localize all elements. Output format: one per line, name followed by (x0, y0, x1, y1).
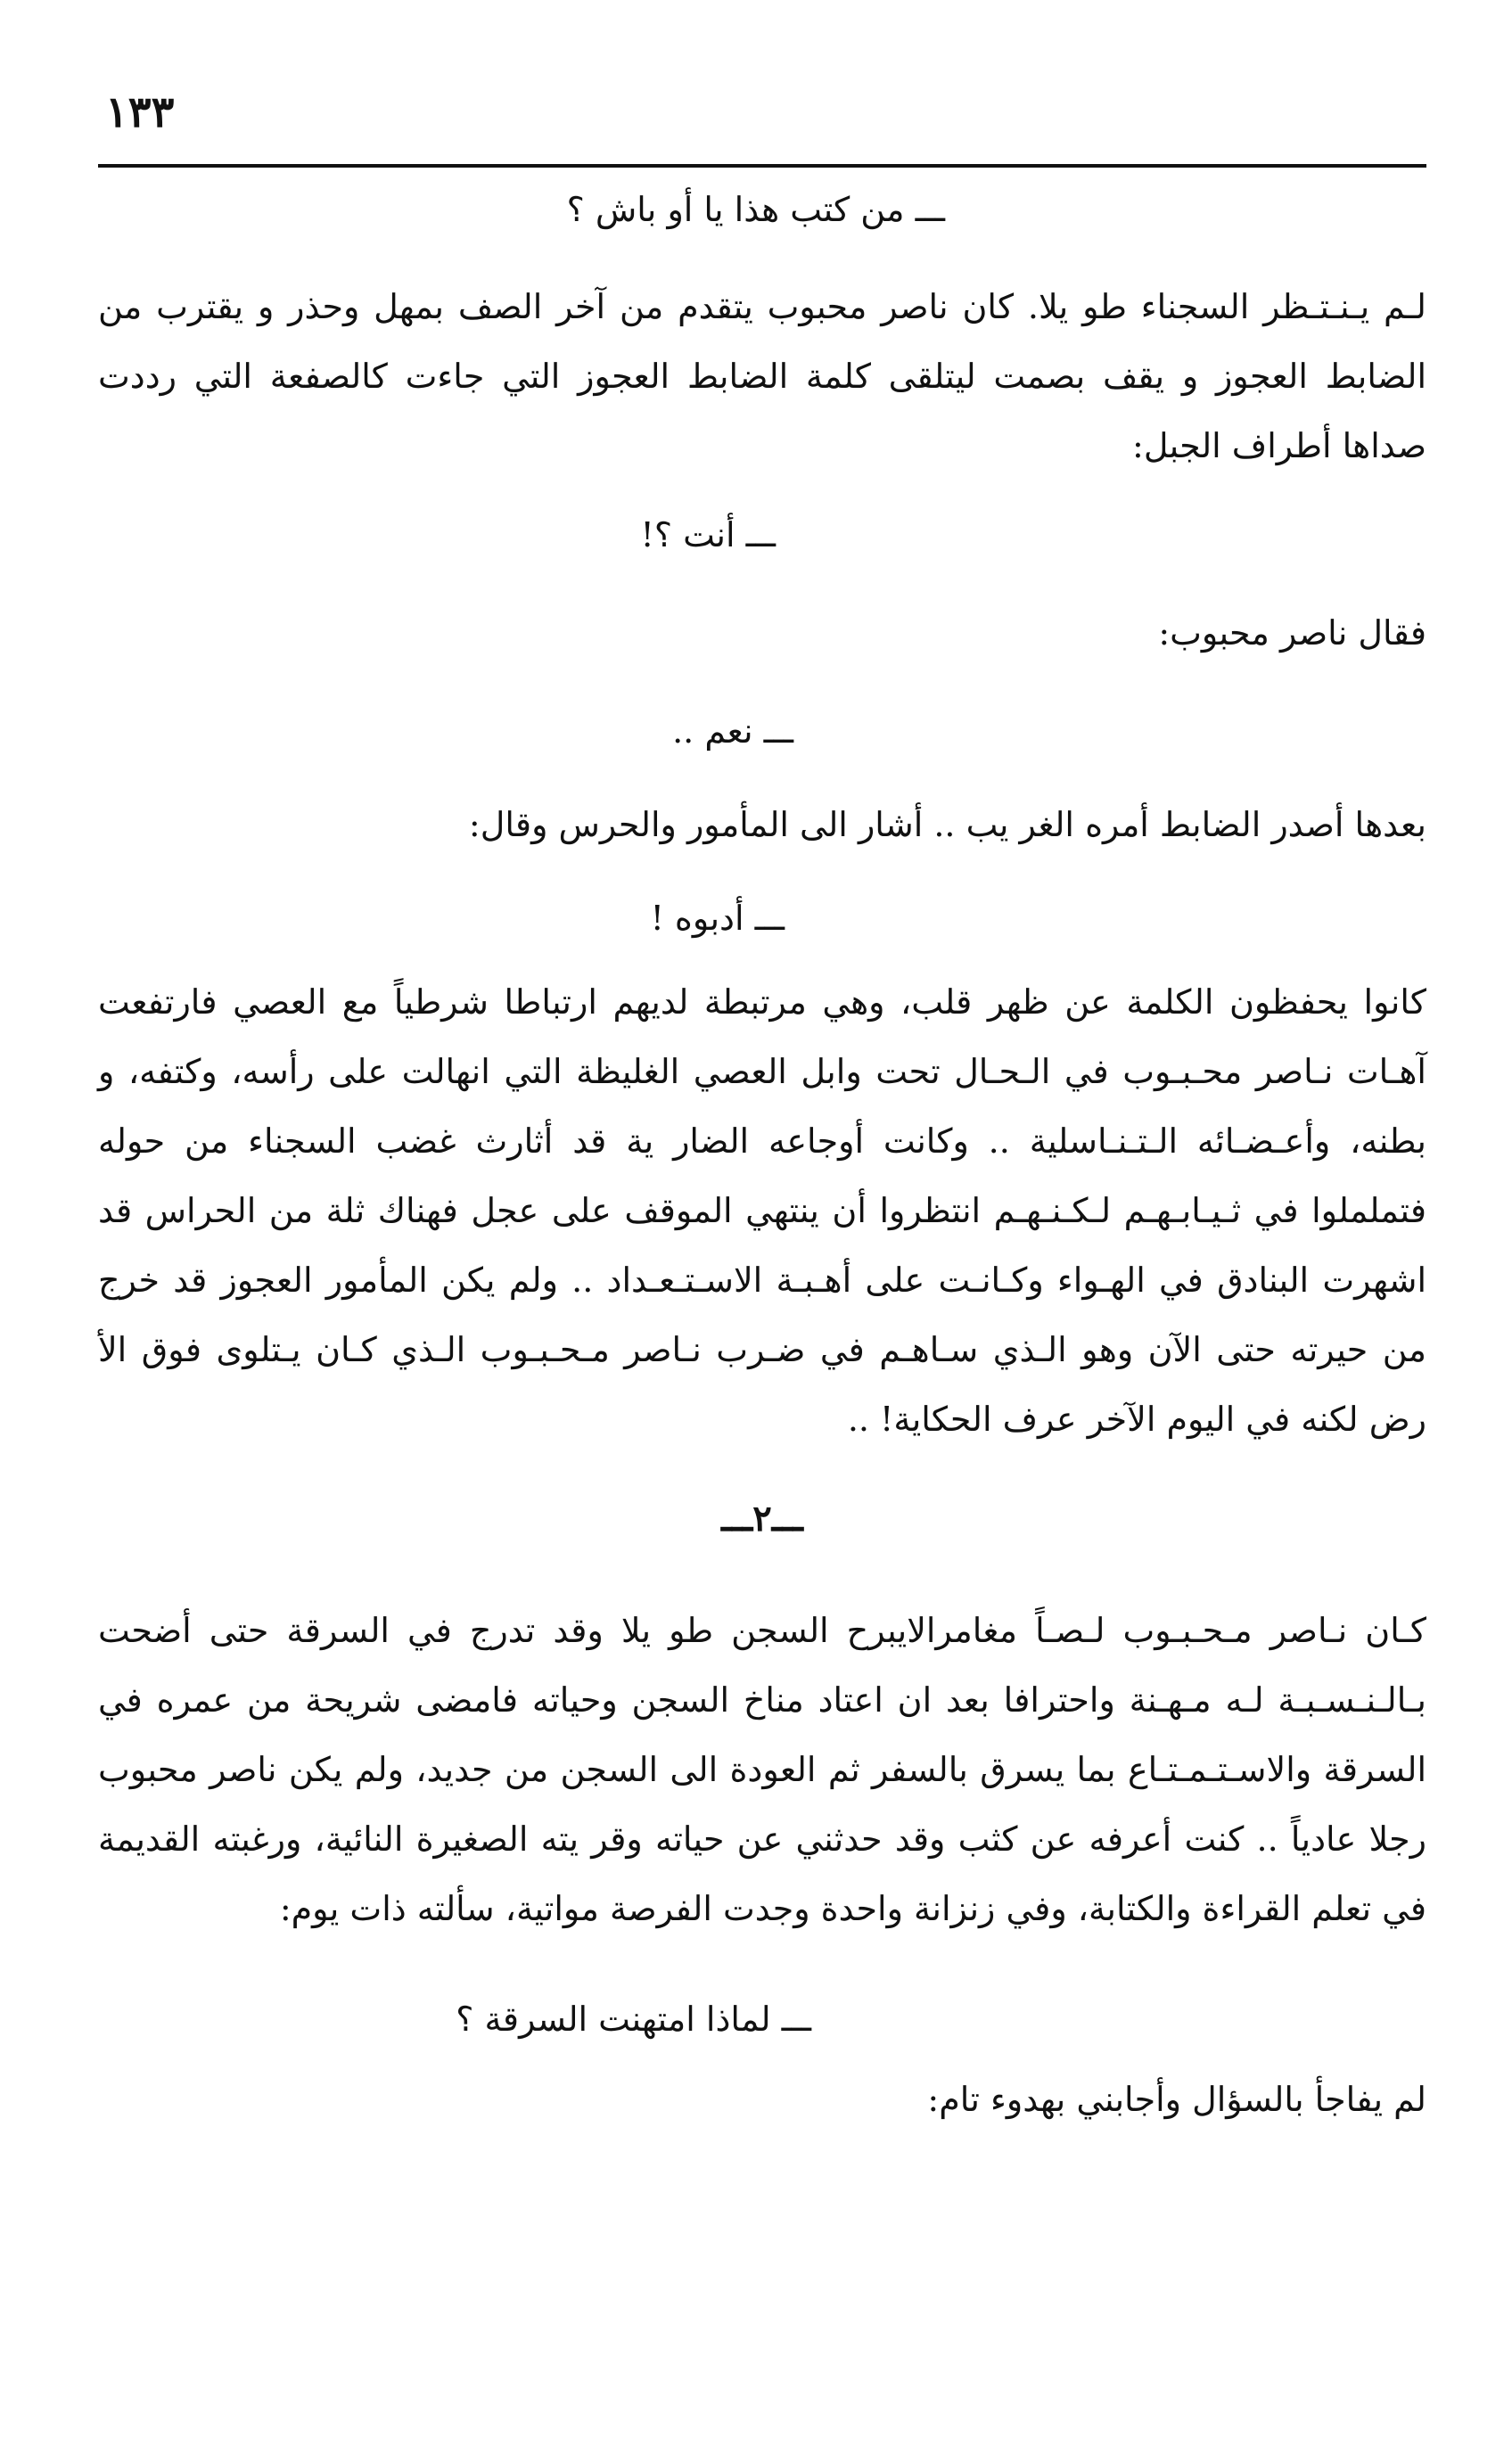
header-rule (98, 164, 1426, 168)
narration-calm-answer: لم يفاجأ بالسؤال وأجابني بهدوء تام: (927, 2080, 1426, 2119)
section-number: ـــ٢ـــ (721, 1498, 803, 1540)
narration-officer-order: بعدها أصدر الضابط أمره الغر يب .. أشار الى المأمور والحرس وقال: (468, 805, 1426, 844)
dialogue-who-wrote: ـــ من كتب هذا يا أو باش ؟ (566, 190, 945, 229)
dialogue-yes: ـــ نعم .. (672, 711, 793, 751)
narration-nasser-said: فقال ناصر محبوب: (1158, 613, 1426, 653)
paragraph-nasser-thief: كـان نـاصر مـحـبـوب لـصـاً مغامرالايبرح السجن طو يلا وقد تدرج في السرقة حتى أضحت بـالـنـسـبـة لـه مـهـنة واحترافا بعد ان اعتاد مناخ السجن وحياته فامضى شريحة من عمره في السرقة والاسـتـمـتـاع بما يسرق بالسفر ثم العودة الى السجن من جديد، ولم يكن ناصر محبوب رجلا عادياً .. كنت أعرفه عن كثب وقد حدثني عن حياته وقر يته الصغيرة النائية، ورغبته القديمة في تعلم القراءة والكتابة، وفي زنزانة واحدة وجدت الفرصة مواتية، سألته ذات يوم: (98, 1611, 1426, 1928)
dialogue-beat-him: ـــ أدبوه ! (650, 899, 785, 938)
paragraph-beating: كانوا يحفظون الكلمة عن ظهر قلب، وهي مرتبطة لديهم ارتباطا شرطياً مع العصي فارتفعت آهـات نـاصر محـبـوب في الـحـال تحت وابل العصي الغليظة التي انهالت على رأسه، وكتفه، و بطنه، وأعـضـائه الـتـنـاسلية .. وكانت أوجاعه الضار ية قد أثارث غضب السجناء من حوله فتململوا في ثـيـابـهـم لـكـنـهـم انتظروا أن ينتهي الموقف على عجل فهناك ثلة من الحراس قد اشهرت البنادق في الهـواء وكـانـت على أهـبـة الاسـتـعـداد .. ولم يكن المأمور العجوز قد خرج من حيرته حتى الآن وهو الـذي سـاهـم في ضـرب نـاصر مـحـبـوب الـذي كـان يـتلوى فوق الأ رض لكنه في اليوم الآخر عرف الحكاية! .. (98, 982, 1426, 1439)
dialogue-why-theft: ـــ لماذا امتهنت السرقة ؟ (456, 2000, 811, 2039)
page-number: ١٣٣ (105, 87, 175, 137)
paragraph-prisoners-waited: لـم يـنـتـظر السجناء طو يلا. كان ناصر محبوب يتقدم من آخر الصف بمهل وحذر و يقترب من الضابط العجوز و يقف بصمت ليتلقى كلمة الضابط العجوز التي جاءت كالصفعة التي رددت صداها أطراف الجبل: (98, 287, 1426, 465)
dialogue-you: ـــ أنت ؟! (640, 515, 776, 554)
